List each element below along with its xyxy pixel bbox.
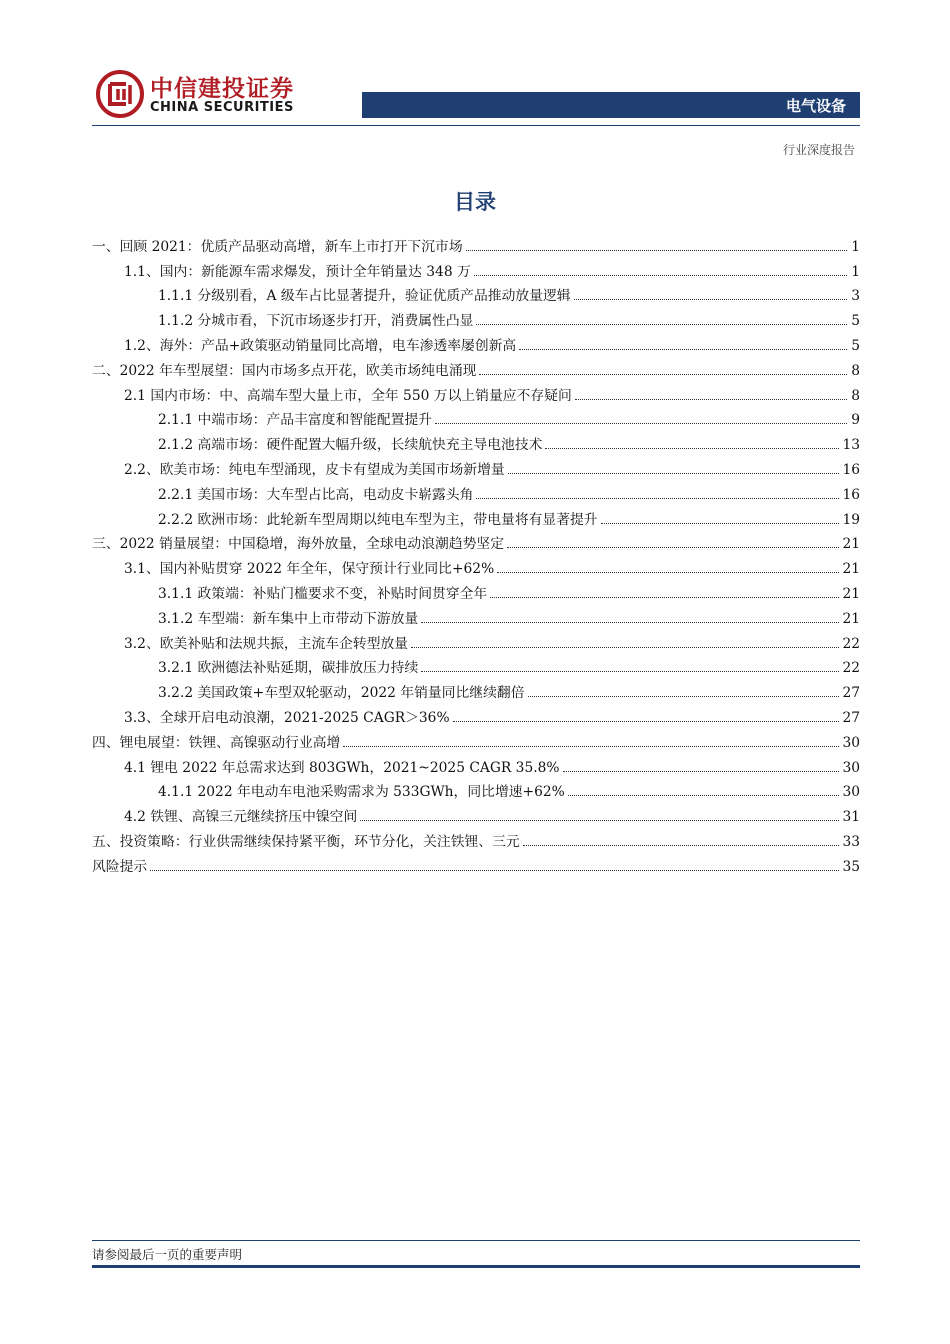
toc-entry[interactable]: [92, 280, 860, 305]
toc-page-number: 9: [851, 412, 860, 429]
toc-entry[interactable]: [92, 726, 860, 751]
toc-entry[interactable]: [92, 676, 860, 701]
toc-entry-text: 2.2.2 欧洲市场：此轮新车型周期以纯电车型为主，带电量将有显著提升: [158, 511, 598, 528]
toc-dot-leader: [601, 522, 840, 524]
toc-dot-leader: [466, 249, 847, 251]
toc-dot-leader: [574, 298, 847, 300]
toc-dot-leader: [411, 646, 839, 648]
report-type-label: 行业深度报告: [782, 143, 855, 157]
toc-dot-leader: [476, 323, 847, 325]
toc-entry-text: 五、投资策略：行业供需继续保持紧平衡，环节分化，关注铁锂、三元: [92, 833, 520, 850]
table-of-contents: [92, 230, 860, 875]
footer-divider: [92, 1240, 860, 1241]
header-divider: [92, 125, 860, 126]
toc-entry[interactable]: [92, 602, 860, 627]
toc-entry[interactable]: [92, 577, 860, 602]
toc-page-number: 16: [842, 461, 860, 478]
toc-entry[interactable]: [92, 428, 860, 453]
toc-entry[interactable]: [92, 230, 860, 255]
toc-entry-text: 2.1.1 中端市场：产品丰富度和智能配置提升: [158, 412, 433, 429]
toc-page-number: 31: [842, 809, 860, 826]
toc-entry-text: 3.1.1 政策端：补贴门槛要求不变，补贴时间贯穿全年: [158, 585, 488, 602]
toc-dot-leader: [528, 695, 840, 697]
toc-dot-leader: [575, 398, 847, 400]
toc-entry[interactable]: [92, 354, 860, 379]
toc-dot-leader: [545, 447, 839, 449]
toc-dot-leader: [508, 472, 840, 474]
toc-dot-leader: [453, 720, 840, 722]
toc-page-number: 5: [851, 313, 860, 330]
brand-name-en: CHINA SECURITIES: [150, 100, 294, 115]
toc-dot-leader: [150, 869, 839, 871]
sector-banner: [362, 92, 860, 118]
toc-page-number: 30: [842, 759, 860, 776]
toc-dot-leader: [568, 794, 840, 796]
toc-entry-text: 3.3、全球开启电动浪潮，2021-2025 CAGR＞36%: [124, 709, 450, 726]
toc-page-number: 30: [842, 734, 860, 751]
toc-dot-leader: [343, 745, 839, 747]
toc-page-number: 22: [842, 660, 860, 677]
toc-entry[interactable]: [92, 404, 860, 429]
toc-dot-leader: [507, 546, 839, 548]
toc-entry[interactable]: [92, 453, 860, 478]
toc-page-number: 16: [842, 486, 860, 503]
toc-dot-leader: [479, 373, 847, 375]
toc-dot-leader: [474, 274, 847, 276]
toc-entry[interactable]: [92, 528, 860, 553]
toc-entry-text: 2.1 国内市场：中、高端车型大量上市，全年 550 万以上销量应不存疑问: [124, 387, 572, 404]
toc-entry[interactable]: [92, 503, 860, 528]
toc-entry-text: 4.2 铁锂、高镍三元继续挤压中镍空间: [124, 809, 358, 826]
footer-bar: [92, 1265, 860, 1268]
toc-entry-text: 2.2.1 美国市场：大车型占比高，电动皮卡崭露头角: [158, 486, 474, 503]
toc-page-number: 21: [842, 536, 860, 553]
toc-page-number: 35: [842, 858, 860, 875]
footer-disclaimer: 请参阅最后一页的重要声明: [92, 1247, 243, 1262]
toc-entry[interactable]: [92, 850, 860, 875]
toc-entry[interactable]: [92, 652, 860, 677]
toc-entry-text: 4.1 锂电 2022 年总需求达到 803GWh，2021~2025 CAGR 35.8%: [124, 759, 560, 776]
toc-dot-leader: [360, 819, 839, 821]
toc-page-number: 1: [851, 238, 860, 255]
toc-title: 目录: [454, 190, 496, 214]
toc-dot-leader: [490, 596, 839, 598]
toc-entry-text: 3.2.2 美国政策+车型双轮驱动，2022 年销量同比继续翻倍: [158, 685, 525, 702]
toc-entry[interactable]: [92, 751, 860, 776]
toc-page-number: 8: [851, 362, 860, 379]
toc-page-number: 27: [842, 709, 860, 726]
toc-page-number: 8: [851, 387, 860, 404]
toc-page-number: 33: [842, 833, 860, 850]
toc-entry-text: 风险提示: [92, 858, 148, 875]
toc-entry[interactable]: [92, 552, 860, 577]
toc-entry[interactable]: [92, 255, 860, 280]
toc-dot-leader: [421, 621, 839, 623]
toc-dot-leader: [497, 571, 839, 573]
toc-entry[interactable]: [92, 800, 860, 825]
toc-entry-text: 1.1.2 分城市看，下沉市场逐步打开，消费属性凸显: [158, 313, 474, 330]
toc-entry-text: 4.1.1 2022 年电动车电池采购需求为 533GWh，同比增速+62%: [158, 784, 565, 801]
toc-page-number: 19: [842, 511, 860, 528]
page-header: [0, 0, 950, 170]
toc-dot-leader: [563, 770, 840, 772]
toc-entry[interactable]: [92, 627, 860, 652]
china-securities-logo-icon: [96, 70, 144, 118]
toc-dot-leader: [523, 844, 840, 846]
toc-entry-text: 1.1、国内：新能源车需求爆发，预计全年销量达 348 万: [124, 263, 471, 280]
toc-entry[interactable]: [92, 776, 860, 801]
toc-page-number: 27: [842, 685, 860, 702]
toc-dot-leader: [421, 670, 839, 672]
toc-entry-text: 2.2、欧美市场：纯电车型涌现，皮卡有望成为美国市场新增量: [124, 461, 505, 478]
toc-dot-leader: [435, 422, 847, 424]
toc-entry[interactable]: [92, 478, 860, 503]
toc-entry-text: 一、回顾 2021：优质产品驱动高增，新车上市打开下沉市场: [92, 238, 463, 255]
toc-entry-text: 3.2、欧美补贴和法规共振，主流车企转型放量: [124, 635, 409, 652]
sector-label: 电气设备: [785, 97, 846, 115]
toc-page-number: 21: [842, 561, 860, 578]
toc-entry[interactable]: [92, 825, 860, 850]
toc-page-number: 21: [842, 610, 860, 627]
toc-entry-text: 二、2022 年车型展望：国内市场多点开花，欧美市场纯电涌现: [92, 362, 477, 379]
toc-dot-leader: [519, 348, 847, 350]
toc-entry[interactable]: [92, 379, 860, 404]
toc-entry-text: 1.1.1 分级别看，A 级车占比显著提升，验证优质产品推动放量逻辑: [158, 288, 571, 305]
toc-page-number: 30: [842, 784, 860, 801]
brand-name-cn: 中信建投证券: [150, 76, 294, 102]
toc-entry-text: 1.2、海外：产品+政策驱动销量同比高增，电车渗透率屡创新高: [124, 337, 517, 354]
toc-entry-text: 三、2022 销量展望：中国稳增，海外放量，全球电动浪潮趋势坚定: [92, 536, 505, 553]
toc-page-number: 3: [851, 288, 860, 305]
toc-page-number: 22: [842, 635, 860, 652]
toc-entry[interactable]: [92, 701, 860, 726]
toc-entry-text: 3.1.2 车型端：新车集中上市带动下游放量: [158, 610, 419, 627]
toc-entry[interactable]: [92, 329, 860, 354]
toc-entry-text: 3.1、国内补贴贯穿 2022 年全年，保守预计行业同比+62%: [124, 561, 495, 578]
toc-page-number: 13: [842, 437, 860, 454]
toc-entry-text: 2.1.2 高端市场：硬件配置大幅升级，长续航快充主导电池技术: [158, 437, 543, 454]
toc-entry-text: 3.2.1 欧洲德法补贴延期，碳排放压力持续: [158, 660, 419, 677]
toc-page-number: 5: [851, 337, 860, 354]
toc-page-number: 1: [851, 263, 860, 280]
toc-entry[interactable]: [92, 304, 860, 329]
toc-entry-text: 四、锂电展望：铁锂、高镍驱动行业高增: [92, 734, 341, 751]
toc-dot-leader: [476, 497, 839, 499]
toc-page-number: 21: [842, 585, 860, 602]
